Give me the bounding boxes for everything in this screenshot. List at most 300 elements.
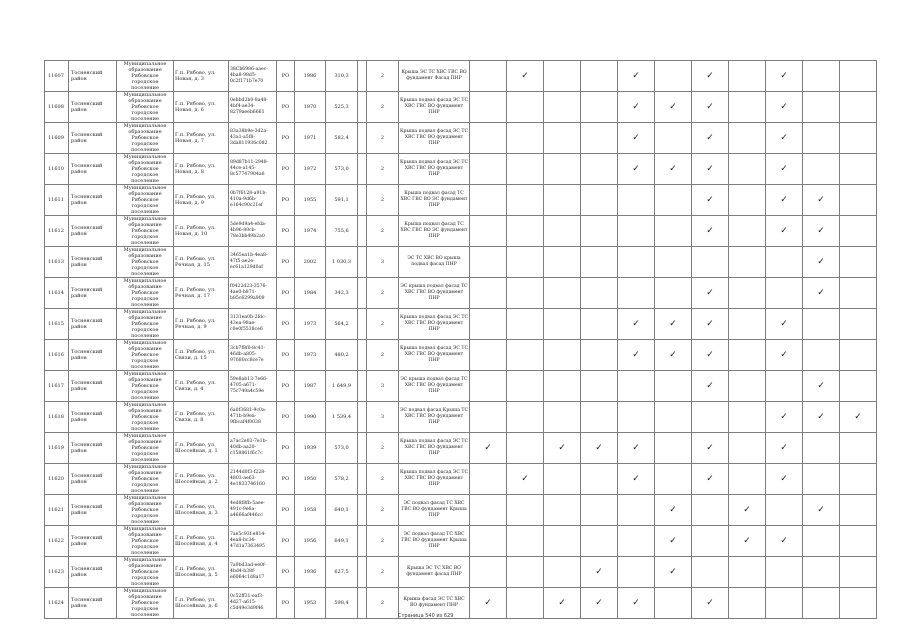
table-row	[45, 247, 877, 278]
checkmark-icon: ✓	[558, 597, 566, 608]
district-name: Тосненский район	[69, 433, 117, 464]
work-check-cell	[766, 402, 803, 433]
work-check-cell	[544, 495, 581, 526]
work-check-cell	[729, 433, 766, 464]
work-check-cell	[692, 557, 729, 588]
work-check-cell	[618, 495, 655, 526]
spacer-cell	[358, 185, 367, 216]
fund-form: РО	[277, 247, 295, 278]
work-check-cell	[840, 123, 877, 154]
building-address: Г.п. Рябово, ул. Новая, д. 8	[174, 154, 229, 185]
work-check-cell	[766, 495, 803, 526]
record-id: 11607	[45, 61, 69, 92]
build-year: 1990	[295, 402, 326, 433]
owner-name: Муниципальное образование Рябовское городское поселение	[117, 588, 174, 619]
checkmark-icon: ✓	[706, 473, 714, 484]
owner-name: Муниципальное образование Рябовское городское поселение	[117, 495, 174, 526]
work-check-cell	[803, 185, 840, 216]
works-list: Крыша подвал фасад ЭС ТС ХВС ГВС ВО фундамент ПНР	[399, 309, 470, 340]
checkmark-icon: ✓	[669, 504, 677, 515]
building-area: 640,1	[326, 495, 358, 526]
work-check-cell	[544, 433, 581, 464]
works-list: Крыша фасад ЭС ТС ХВС ВО фундамент ПНР	[399, 588, 470, 619]
work-check-cell	[803, 588, 840, 619]
checkmark-icon: ✓	[780, 535, 788, 546]
work-check-cell	[840, 309, 877, 340]
checkmark-icon: ✓	[632, 132, 640, 143]
work-check-cell	[655, 247, 692, 278]
work-check-cell	[618, 402, 655, 433]
district-name: Тосненский район	[69, 123, 117, 154]
work-check-cell	[655, 61, 692, 92]
work-check-cell	[803, 61, 840, 92]
district-name: Тосненский район	[69, 92, 117, 123]
record-id: 11623	[45, 557, 69, 588]
work-check-cell	[470, 92, 507, 123]
work-check-cell	[470, 433, 507, 464]
building-area: 342,3	[326, 278, 358, 309]
work-check-cell	[766, 216, 803, 247]
spacer-cell	[358, 123, 367, 154]
building-area: 573,0	[326, 433, 358, 464]
fund-form: РО	[277, 526, 295, 557]
building-uuid: 2144d0f3-f228-4803-ae63-4e1833746160	[229, 464, 277, 495]
work-check-cell	[729, 526, 766, 557]
work-check-cell	[692, 526, 729, 557]
work-check-cell	[618, 371, 655, 402]
building-address: Г.п. Рябово, ул. Новая, д. 7	[174, 123, 229, 154]
table-row	[45, 557, 877, 588]
work-check-cell	[544, 557, 581, 588]
work-check-cell	[581, 464, 618, 495]
fund-form: РО	[277, 216, 295, 247]
checkmark-icon: ✓	[632, 473, 640, 484]
table-row	[45, 526, 877, 557]
build-year: 1974	[295, 216, 326, 247]
work-check-cell	[507, 154, 544, 185]
building-area: 1 030,3	[326, 247, 358, 278]
checkmark-icon: ✓	[632, 597, 640, 608]
work-check-cell	[692, 588, 729, 619]
floor-count: 2	[367, 464, 399, 495]
checkmark-icon: ✓	[669, 566, 677, 577]
work-check-cell	[766, 340, 803, 371]
work-check-cell	[655, 185, 692, 216]
work-check-cell	[544, 526, 581, 557]
checkmark-icon: ✓	[706, 597, 714, 608]
work-check-cell	[766, 247, 803, 278]
work-check-cell	[840, 278, 877, 309]
table-row	[45, 154, 877, 185]
work-check-cell	[766, 464, 803, 495]
checkmark-icon: ✓	[632, 349, 640, 360]
floor-count: 2	[367, 123, 399, 154]
building-uuid: 3cb7f8f0-8c41-46db-a805-97680cc8ce7e	[229, 340, 277, 371]
table-row	[45, 92, 877, 123]
district-name: Тосненский район	[69, 61, 117, 92]
district-name: Тосненский район	[69, 154, 117, 185]
spacer-cell	[358, 464, 367, 495]
checkmark-icon: ✓	[521, 70, 529, 81]
checkmark-icon: ✓	[706, 70, 714, 81]
table-row	[45, 278, 877, 309]
record-id: 11615	[45, 309, 69, 340]
building-address: Г.п. Рябово, ул. Шоссейная, д. 1	[174, 433, 229, 464]
floor-count: 2	[367, 278, 399, 309]
building-area: 649,1	[326, 526, 358, 557]
work-check-cell	[840, 526, 877, 557]
checkmark-icon: ✓	[780, 132, 788, 143]
work-check-cell	[544, 247, 581, 278]
work-check-cell	[655, 526, 692, 557]
owner-name: Муниципальное образование Рябовское городское поселение	[117, 557, 174, 588]
building-address: Г.п. Рябово, ул. Шоссейная, д. 5	[174, 557, 229, 588]
work-check-cell	[692, 433, 729, 464]
fund-form: РО	[277, 557, 295, 588]
work-check-cell	[803, 371, 840, 402]
work-check-cell	[692, 247, 729, 278]
fund-form: РО	[277, 340, 295, 371]
work-check-cell	[470, 154, 507, 185]
work-check-cell	[544, 185, 581, 216]
work-check-cell	[692, 154, 729, 185]
work-check-cell	[507, 526, 544, 557]
works-list: Крыша ЭС ТС ХВС ГВС ВО фундамент Фасад ПНР	[399, 61, 470, 92]
work-check-cell	[618, 278, 655, 309]
checkmark-icon: ✓	[706, 225, 714, 236]
works-list: ЭС подвал фасад ТС ХВС ГВС ВО фундамент Крыша ПНР	[399, 495, 470, 526]
record-id: 11612	[45, 216, 69, 247]
work-check-cell	[618, 588, 655, 619]
work-check-cell	[803, 340, 840, 371]
work-check-cell	[470, 526, 507, 557]
checkmark-icon: ✓	[706, 163, 714, 174]
checkmark-icon: ✓	[484, 597, 492, 608]
work-check-cell	[618, 61, 655, 92]
district-name: Тосненский район	[69, 185, 117, 216]
works-list: Крыша подвал фасад ТС ХВС ГВС ВО ЭС фундамент ПНР	[399, 216, 470, 247]
work-check-cell	[655, 309, 692, 340]
owner-name: Муниципальное образование Рябовское городское поселение	[117, 123, 174, 154]
work-check-cell	[692, 495, 729, 526]
floor-count: 2	[367, 340, 399, 371]
work-check-cell	[618, 92, 655, 123]
work-check-cell	[803, 433, 840, 464]
fund-form: РО	[277, 185, 295, 216]
building-uuid: 3131ea0b-2fdc-43ea-98ae-c0e0f5538ce6	[229, 309, 277, 340]
spacer-cell	[358, 402, 367, 433]
work-check-cell	[544, 92, 581, 123]
owner-name: Муниципальное образование Рябовское городское поселение	[117, 464, 174, 495]
work-check-cell	[692, 61, 729, 92]
work-check-cell	[470, 557, 507, 588]
owner-name: Муниципальное образование Рябовское городское поселение	[117, 92, 174, 123]
build-year: 1986	[295, 61, 326, 92]
spacer-cell	[358, 371, 367, 402]
work-check-cell	[507, 340, 544, 371]
building-uuid: 89d87b11-2948-44ce-a145-8c57747904a6	[229, 154, 277, 185]
building-uuid: 3465ea1b-4ea8-47f5-ae2e-ec61a129d0af	[229, 247, 277, 278]
owner-name: Муниципальное образование Рябовское городское поселение	[117, 247, 174, 278]
floor-count: 2	[367, 185, 399, 216]
works-list: Крыша ЭС ТС ХВС ВО фундамент фасад ПНР	[399, 557, 470, 588]
owner-name: Муниципальное образование Рябовское городское поселение	[117, 154, 174, 185]
floor-count: 2	[367, 154, 399, 185]
work-check-cell	[581, 278, 618, 309]
building-area: 755,6	[326, 216, 358, 247]
work-check-cell	[581, 526, 618, 557]
work-check-cell	[766, 588, 803, 619]
checkmark-icon: ✓	[780, 442, 788, 453]
works-list: Крыша подвал фасад ЭС ТС ХВС ГВС ВО фундамент ПНР	[399, 433, 470, 464]
district-name: Тосненский район	[69, 588, 117, 619]
work-check-cell	[655, 433, 692, 464]
floor-count: 2	[367, 61, 399, 92]
work-check-cell	[729, 557, 766, 588]
record-id: 11618	[45, 402, 69, 433]
checkmark-icon: ✓	[780, 163, 788, 174]
work-check-cell	[581, 402, 618, 433]
checkmark-icon: ✓	[817, 504, 825, 515]
work-check-cell	[692, 402, 729, 433]
build-year: 1970	[295, 92, 326, 123]
record-id: 11619	[45, 433, 69, 464]
spacer-cell	[358, 92, 367, 123]
building-address: Г.п. Рябово, ул. Новая, д. 6	[174, 92, 229, 123]
work-check-cell	[729, 154, 766, 185]
work-check-cell	[618, 185, 655, 216]
works-list: ЭС подвал фасад Крыша ТС ХВС ГВС ВО фундамент ПНР	[399, 402, 470, 433]
owner-name: Муниципальное образование Рябовское городское поселение	[117, 371, 174, 402]
checkmark-icon: ✓	[743, 535, 751, 546]
building-address: Г.п. Рябово, ул. Шоссейная, д. 4	[174, 526, 229, 557]
work-check-cell	[692, 340, 729, 371]
building-area: 582,4	[326, 123, 358, 154]
work-check-cell	[581, 433, 618, 464]
district-name: Тосненский район	[69, 371, 117, 402]
works-list: Крыша подвал фасад ЭС ТС ХВС ГВС ВО фундамент ПНР	[399, 464, 470, 495]
table-row	[45, 216, 877, 247]
checkmark-icon: ✓	[632, 163, 640, 174]
floor-count: 2	[367, 309, 399, 340]
fund-form: РО	[277, 123, 295, 154]
floor-count: 2	[367, 495, 399, 526]
work-check-cell	[470, 61, 507, 92]
work-check-cell	[840, 92, 877, 123]
checkmark-icon: ✓	[669, 318, 677, 329]
checkmark-icon: ✓	[595, 597, 603, 608]
district-name: Тосненский район	[69, 247, 117, 278]
building-area: 591,1	[326, 185, 358, 216]
work-check-cell	[840, 61, 877, 92]
checkmark-icon: ✓	[817, 380, 825, 391]
checkmark-icon: ✓	[706, 194, 714, 205]
spacer-cell	[358, 216, 367, 247]
building-uuid: 38Сb6986-aaec-4ba8-98d5-0c2f171b7e70	[229, 61, 277, 92]
work-check-cell	[766, 123, 803, 154]
record-id: 11608	[45, 92, 69, 123]
building-uuid: 4ed8f8fb-5aee-491c-9e6a-a4666af446cc	[229, 495, 277, 526]
work-check-cell	[729, 495, 766, 526]
building-uuid: 83a38b9e-3d2a-43a1-a5f8-3da811936c082	[229, 123, 277, 154]
work-check-cell	[581, 247, 618, 278]
work-check-cell	[655, 402, 692, 433]
fund-form: РО	[277, 309, 295, 340]
work-check-cell	[507, 123, 544, 154]
work-check-cell	[766, 526, 803, 557]
work-check-cell	[803, 557, 840, 588]
works-list: Крыша подвал фасад ЭС ТС ХВС ГВС ВО фундамент ПНР	[399, 123, 470, 154]
checkmark-icon: ✓	[706, 318, 714, 329]
work-check-cell	[470, 371, 507, 402]
floor-count: 2	[367, 216, 399, 247]
checkmark-icon: ✓	[706, 287, 714, 298]
building-uuid: 7a9bd3ad-ee0f-4bd4-b38f-e6064c1d8a17	[229, 557, 277, 588]
building-address: Г.п. Рябово, ул. Речная, д. 9	[174, 309, 229, 340]
build-year: 1971	[295, 123, 326, 154]
work-check-cell	[544, 371, 581, 402]
checkmark-icon: ✓	[817, 225, 825, 236]
checkmark-icon: ✓	[632, 318, 640, 329]
building-address: Г.п. Рябово, ул. Новая, д. 10	[174, 216, 229, 247]
building-area: 1 539,4	[326, 402, 358, 433]
work-check-cell	[655, 371, 692, 402]
fund-form: РО	[277, 495, 295, 526]
building-area: 310,3	[326, 61, 358, 92]
work-check-cell	[655, 495, 692, 526]
record-id: 11614	[45, 278, 69, 309]
work-check-cell	[803, 92, 840, 123]
works-list: Крыша подвал фасад ЭС ТС ХВС ГВС ВО фундамент ПНР	[399, 340, 470, 371]
fund-form: РО	[277, 464, 295, 495]
building-uuid: 5de9d9a4-efda-4b96-89cb-78e3bb49b2a0	[229, 216, 277, 247]
record-id: 11622	[45, 526, 69, 557]
checkmark-icon: ✓	[669, 163, 677, 174]
build-year: 1958	[295, 495, 326, 526]
table-row	[45, 371, 877, 402]
table-row	[45, 588, 877, 619]
work-check-cell	[729, 92, 766, 123]
work-check-cell	[470, 402, 507, 433]
work-check-cell	[470, 247, 507, 278]
spacer-cell	[358, 340, 367, 371]
checkmark-icon: ✓	[780, 70, 788, 81]
building-uuid: 6a0f3681-9c0a-471b-b9ea-9fbcaf4f0038	[229, 402, 277, 433]
checkmark-icon: ✓	[706, 442, 714, 453]
record-id: 11611	[45, 185, 69, 216]
work-check-cell	[581, 557, 618, 588]
work-check-cell	[507, 309, 544, 340]
work-check-cell	[729, 123, 766, 154]
work-check-cell	[507, 278, 544, 309]
owner-name: Муниципальное образование Рябовское городское поселение	[117, 309, 174, 340]
checkmark-icon: ✓	[817, 411, 825, 422]
floor-count: 2	[367, 526, 399, 557]
work-check-cell	[470, 464, 507, 495]
checkmark-icon: ✓	[632, 101, 640, 112]
spacer-cell	[358, 526, 367, 557]
work-check-cell	[803, 495, 840, 526]
record-id: 11617	[45, 371, 69, 402]
work-check-cell	[581, 61, 618, 92]
work-check-cell	[729, 402, 766, 433]
district-name: Тосненский район	[69, 278, 117, 309]
work-check-cell	[470, 123, 507, 154]
work-check-cell	[692, 371, 729, 402]
building-uuid: 0ebbd2b0-8a48-4bf4-ae34-8279aeeb6661	[229, 92, 277, 123]
work-check-cell	[692, 185, 729, 216]
work-check-cell	[840, 154, 877, 185]
work-check-cell	[766, 278, 803, 309]
work-check-cell	[729, 278, 766, 309]
work-check-cell	[840, 588, 877, 619]
checkmark-icon: ✓	[706, 101, 714, 112]
checkmark-icon: ✓	[780, 411, 788, 422]
floor-count: 3	[367, 402, 399, 433]
work-check-cell	[470, 588, 507, 619]
building-address: Г.п. Рябово, ул. Шоссейная, д. 3	[174, 495, 229, 526]
work-check-cell	[507, 557, 544, 588]
work-check-cell	[618, 433, 655, 464]
owner-name: Муниципальное образование Рябовское городское поселение	[117, 340, 174, 371]
district-name: Тосненский район	[69, 340, 117, 371]
fund-form: РО	[277, 154, 295, 185]
work-check-cell	[618, 464, 655, 495]
building-address: Г.п. Рябово, ул. Связи, д. 4	[174, 371, 229, 402]
checkmark-icon: ✓	[521, 473, 529, 484]
table-row	[45, 402, 877, 433]
record-id: 11609	[45, 123, 69, 154]
work-check-cell	[581, 371, 618, 402]
checkmark-icon: ✓	[706, 349, 714, 360]
work-check-cell	[729, 588, 766, 619]
checkmark-icon: ✓	[817, 194, 825, 205]
work-check-cell	[766, 61, 803, 92]
work-check-cell	[840, 402, 877, 433]
work-check-cell	[655, 92, 692, 123]
work-check-cell	[729, 185, 766, 216]
work-check-cell	[803, 216, 840, 247]
work-check-cell	[840, 340, 877, 371]
checkmark-icon: ✓	[780, 225, 788, 236]
owner-name: Муниципальное образование Рябовское городское поселение	[117, 278, 174, 309]
district-name: Тосненский район	[69, 557, 117, 588]
work-check-cell	[840, 557, 877, 588]
spacer-cell	[358, 309, 367, 340]
checkmark-icon: ✓	[595, 442, 603, 453]
floor-count: 2	[367, 433, 399, 464]
building-address: Г.п. Рябово, ул. Связи, д. 8	[174, 402, 229, 433]
page-number: Страница 540 из 629	[398, 613, 454, 619]
owner-name: Муниципальное образование Рябовское городское поселение	[117, 526, 174, 557]
work-check-cell	[803, 278, 840, 309]
checkmark-icon: ✓	[780, 194, 788, 205]
building-address: Г.п. Рябово, ул. Связи, д. 15	[174, 340, 229, 371]
checkmark-icon: ✓	[632, 70, 640, 81]
work-check-cell	[470, 278, 507, 309]
work-check-cell	[729, 371, 766, 402]
work-check-cell	[507, 588, 544, 619]
work-check-cell	[544, 464, 581, 495]
works-list: ЭС крыша подвал фасад ТС ХВС ГВС ВО фундамент ПНР	[399, 278, 470, 309]
record-id: 11620	[45, 464, 69, 495]
district-name: Тосненский район	[69, 526, 117, 557]
building-area: 480,2	[326, 340, 358, 371]
work-check-cell	[840, 495, 877, 526]
record-id: 11616	[45, 340, 69, 371]
checkmark-icon: ✓	[780, 101, 788, 112]
spacer-cell	[358, 154, 367, 185]
